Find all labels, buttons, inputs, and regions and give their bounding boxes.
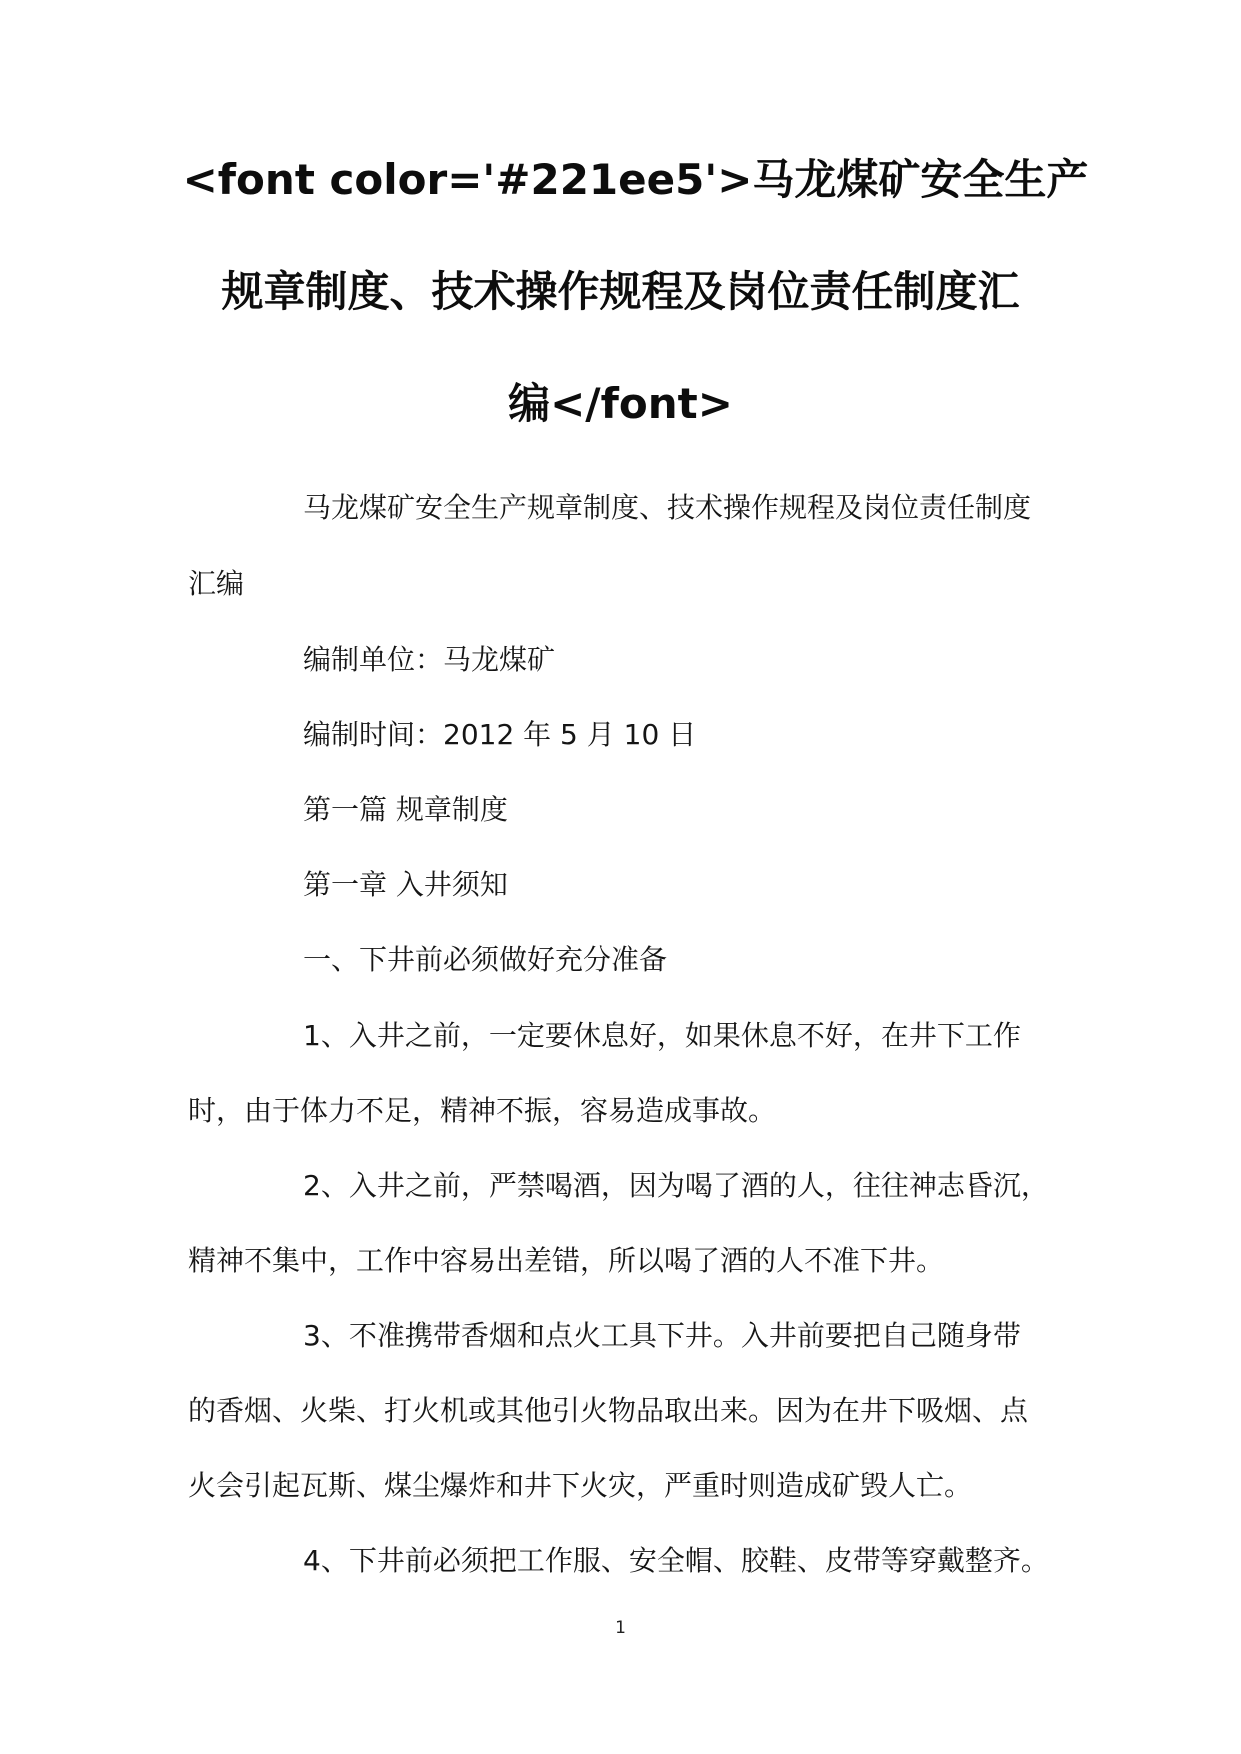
chapter-heading: 第一章 入井须知 [303,868,508,901]
document-title-line-3: 编</font> [508,379,733,428]
item-3-line-1: 3、不准携带香烟和点火工具下井。入井前要把自己随身带 [303,1319,1021,1352]
item-2-line-2: 精神不集中，工作中容易出差错，所以喝了酒的人不准下井。 [188,1244,945,1277]
item-3-line-2: 的香烟、火柴、打火机或其他引火物品取出来。因为在井下吸烟、点 [188,1394,1029,1427]
part-heading: 第一篇 规章制度 [303,793,508,826]
intro-paragraph-line-2: 汇编 [188,567,245,600]
compiling-unit: 编制单位：马龙煤矿 [303,643,556,676]
document-title-line-2: 规章制度、技术操作规程及岗位责任制度汇 [221,267,1020,316]
item-2-line-1: 2、入井之前，严禁喝酒，因为喝了酒的人，往往神志昏沉， [303,1169,1049,1202]
item-1-line-1: 1、入井之前，一定要休息好，如果休息不好，在井下工作 [303,1019,1021,1052]
page-number: 1 [615,1618,626,1638]
document-title-line-1: <font color='#221ee5'>马龙煤矿安全生产 [182,155,1089,204]
item-4-line-1: 4、下井前必须把工作服、安全帽、胶鞋、皮带等穿戴整齐。 [303,1544,1049,1577]
compiling-date: 编制时间：2012 年 5 月 10 日 [303,718,697,751]
item-3-line-3: 火会引起瓦斯、煤尘爆炸和井下火灾，严重时则造成矿毁人亡。 [188,1469,973,1502]
item-1-line-2: 时，由于体力不足，精神不振，容易造成事故。 [188,1094,777,1127]
section-heading: 一、下井前必须做好充分准备 [303,943,668,976]
intro-paragraph-line-1: 马龙煤矿安全生产规章制度、技术操作规程及岗位责任制度 [303,491,1032,524]
